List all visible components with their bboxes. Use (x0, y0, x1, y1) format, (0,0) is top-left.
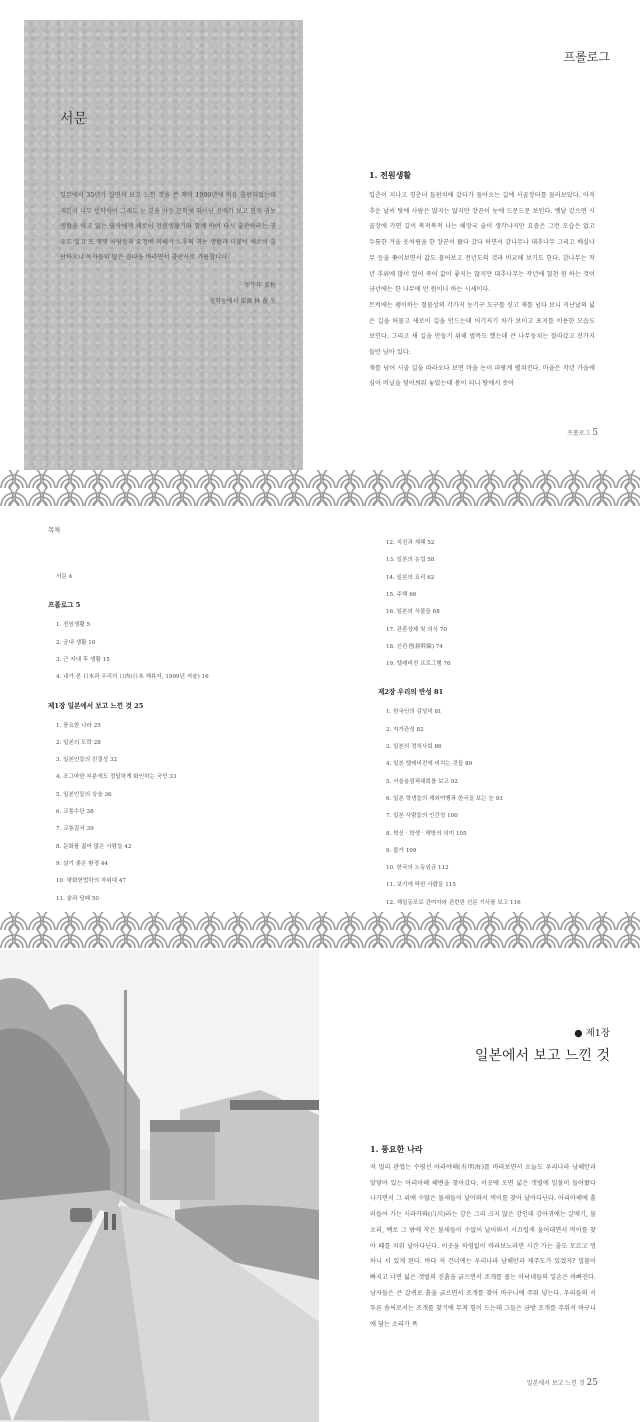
toc-entry: 2. 일본의 도락 28 (56, 739, 101, 746)
prologue-section-title: 1. 전원생활 (369, 170, 412, 180)
wave-pattern-band (0, 912, 640, 948)
chapter-folio (527, 1378, 598, 1388)
toc-entry: 12. 재일동포로 관여자와 관련한 신문 기사를 보고 116 (386, 899, 521, 906)
toc-entry: 9. 살기 좋은 환경 44 (56, 860, 108, 867)
toc-entry: 1. 한국인의 감성미 81 (386, 709, 442, 716)
toc-entry: 11. 술과 담배 50 (56, 895, 99, 902)
prologue-body: 입춘이 지나고 경춘녀 들판치에 갔더가 돌아오는 길에 서골장터를 둘러보았다. 아직 추운 날씨 탓에 사람은 많지는 않지만 장꾼이 눈에 드문드문 보인다. 옛날 같으면 시골장에 가면 길이 북적북적 나는 해장국 술이 생각나지만 요즘은 그런 모습은 없고 두툼한 겨울 옷차림을 한 장꾼이 왔다 갔다 하면서 감나무나 대추나무 그리고 배실나무 등을 쫓이보면서 값도 물어보고 전년도의 것과 비교해 보기도 한다. 감나무는 작년 추위에 많이 얼어 죽어 값이 좋지는 않지만 대추나무는 작년에 칠천 원 하는 것이 금년에는 한 나무에 만 원이나 하는 시세이다. 트럭에는 괭이하는 철물상의 각가지 농기구 도구를 싣고 재를 넘다 보니 지난날의 넓은 길을 허물고 새로이 길을 만드는데 어기저기 차가 보이고 포지를 이용한 모습도 보인다. 그리고 새 길을 만들기 위해 벌목도 했는데 큰 나무둥치는 잘라갔고 잔가지들만 남아 있다. 재를 넘어 시골 길을 따라오다 보면 마을 논이 파랗게 펼쳐진다. 마을은 작년 가을에 심어 비닐을 덮어씌워 놓았는데 봄이 되니 땅에서 솟아 (369, 192, 595, 388)
chapter-label-text: 제1장 (585, 1028, 610, 1039)
toc-entry: 4. 조그마한 부분에도 정답하게 화인하는 국민 33 (56, 774, 177, 781)
toc-entry: 16. 일본의 식물들 68 (386, 609, 440, 616)
toc-entry: 1. 풍요한 나라 25 (56, 722, 101, 729)
chapter-label: ● 제1장 (574, 1028, 610, 1039)
folio-number: 5 (592, 428, 598, 438)
toc-entry: 5. 서울올림픽대회를 보고 92 (386, 778, 458, 785)
street-photo (0, 950, 319, 1422)
toc-entry: 10. 평화헌법하의 자위대 47 (56, 878, 126, 885)
toc-entry: 9. 물가 109 (386, 847, 417, 854)
chapter-title: 일본에서 보고 느낀 것 (474, 1048, 610, 1064)
toc-entry: 2. 궁내 생활 10 (56, 639, 96, 646)
preface-block (60, 188, 276, 326)
toc-entry: 11. 보기에 딱한 사람들 115 (386, 882, 456, 889)
folio-label: 일본에서 보고 느낀 것 (526, 1380, 585, 1387)
toc-entry: 15. 주택 66 (386, 591, 417, 598)
toc-entry: 7. 교통질서 39 (56, 826, 94, 833)
prologue-header: 프롤로그 (563, 50, 610, 64)
chapter-section-title: 1. 풍요한 나라 (370, 1144, 423, 1154)
spread-preface-prologue (0, 0, 640, 470)
folio-label: 프롤로그 (567, 430, 591, 437)
preface-place: 청학동에서 栗源 林 養 生 (209, 297, 276, 305)
toc-entry: 14. 일본의 요리 62 (386, 574, 435, 581)
toc-entry: 1. 전원생활 5 (56, 622, 91, 629)
preface-title: 서문 (60, 111, 88, 127)
toc-entry: 6. 일본 학생들의 해외여행과 한국을 보는 눈 93 (386, 795, 503, 802)
toc-entry: 8. 문화를 짊어 많은 사람들 42 (56, 843, 132, 850)
toc-entry: 2. 지가관성 82 (386, 726, 424, 733)
toc-chapter: 제1장 일본에서 보고 느낀 것 25 (48, 701, 144, 710)
toc-entry: 17. 관혼상제 및 의식 70 (386, 626, 447, 633)
toc-entry: 5. 일본인들의 상술 36 (56, 791, 112, 798)
toc-chapter: 프롤로그 5 (48, 601, 81, 610)
toc-entry: 3. 근 지대 후 생활 15 (56, 656, 110, 663)
toc-entry: 7. 일본 사람들의 인간성 100 (386, 813, 458, 820)
wave-pattern-band (0, 470, 640, 506)
chapter-body: 저 멀리 관엽는 수평선 아라야해(有明海)를 바라보면서 오늘도 우리나라 남해안과 맞닿아 있는 아리아해 해변을 찾아갔다. 이곳에 오면 넓은 갯벌에 밀물이 들어왔다 나가면서 그 위에 수많은 물새들이 날아와서 먹이를 찾아 날아다닌다. 아리아해에 흘러들어 가는 시라카와(白川)라는 강은 그리 크지 않은 강인데 강어귀에는 갈매기, 물오리, 백로 그 밖에 작은 물새들이 수없이 날아와서 시끄럽게 울어대면서 먹이를 찾아 떼를 지워 날아다닌다. 이곳을 하염없이 바라보노라면 시간 가는 줄도 모르고 멍하니 서 있게 된다. 바다 저 건너에는 우리나라 남해안과 제주도가 있겠지? 밀물이 빠지고 나면 넓은 갯벌의 진흙을 긁으면서 조개를 줍는 아낙네들의 일손은 바빠진다. 남자들은 큰 갈퀴로 흙을 긁으면서 조개를 찾아 바구니에 주워 넣는다. 우리들의 서투른 솜씨로서는 조개를 찾기에 무척 힘이 드는데 그들은 금방 조개를 주워서 바구니에 담는 소리가 폭 (370, 1164, 596, 1329)
toc-entry: 10. 한국의 노동임금 112 (386, 865, 449, 872)
toc-entry: 4. 일본 텔레비전에 비치는 것들 89 (386, 761, 473, 768)
preface-signature (60, 266, 276, 326)
toc-entry: 13. 일본의 농업 58 (386, 557, 435, 564)
preface-body: 일본에서 35년가 살면서 보고 느낀 것을 쓴 책이 1999년에 처음 출판되었는데 제본이 너무 빈약하여 그래도 눈 것을 아동 문학에 뛰어난 선배가 보고 현재 귀농 생활을 하고 있는 필자에게 새로이 전원생활기와 함께 하여 다시 출판하라는 권유도 있고 또 몇몇 사람들의 요청에 의해서 노후의 귀농 생활과 더불어 새로이 출판하오니 독자들의 많은 질타을 바라면서 출판사로 가름합니다. (60, 192, 276, 262)
toc-entry: 18. 신칸센(新幹線) 74 (386, 643, 443, 650)
toc-entry: 8. 혁신 · 학생 · 해방의 의미 105 (386, 830, 467, 837)
toc-entry: 서문 4 (56, 574, 73, 580)
prologue-folio (567, 428, 598, 438)
toc-entry: 19. 텔레비전 프로그램 76 (386, 661, 451, 668)
toc-heading: 목차 (48, 526, 61, 534)
toc-entry: 4. 내가 본 日本과 우리의 口肉(日本 재류자, 1999년 저술) 16 (56, 674, 209, 681)
toc-entry: 6. 교통수단 38 (56, 809, 94, 815)
toc-chapter: 제2장 우리의 반성 81 (378, 688, 444, 697)
preface-author: 甲午年 孟秋 (244, 281, 276, 289)
toc-entry: 3. 일본인들의 친절성 32 (56, 757, 118, 764)
folio-number: 25 (586, 1378, 598, 1388)
toc-entry: 3. 일본의 정치사회 86 (386, 744, 442, 750)
toc-entry: 12. 지진과 재해 52 (386, 540, 435, 546)
